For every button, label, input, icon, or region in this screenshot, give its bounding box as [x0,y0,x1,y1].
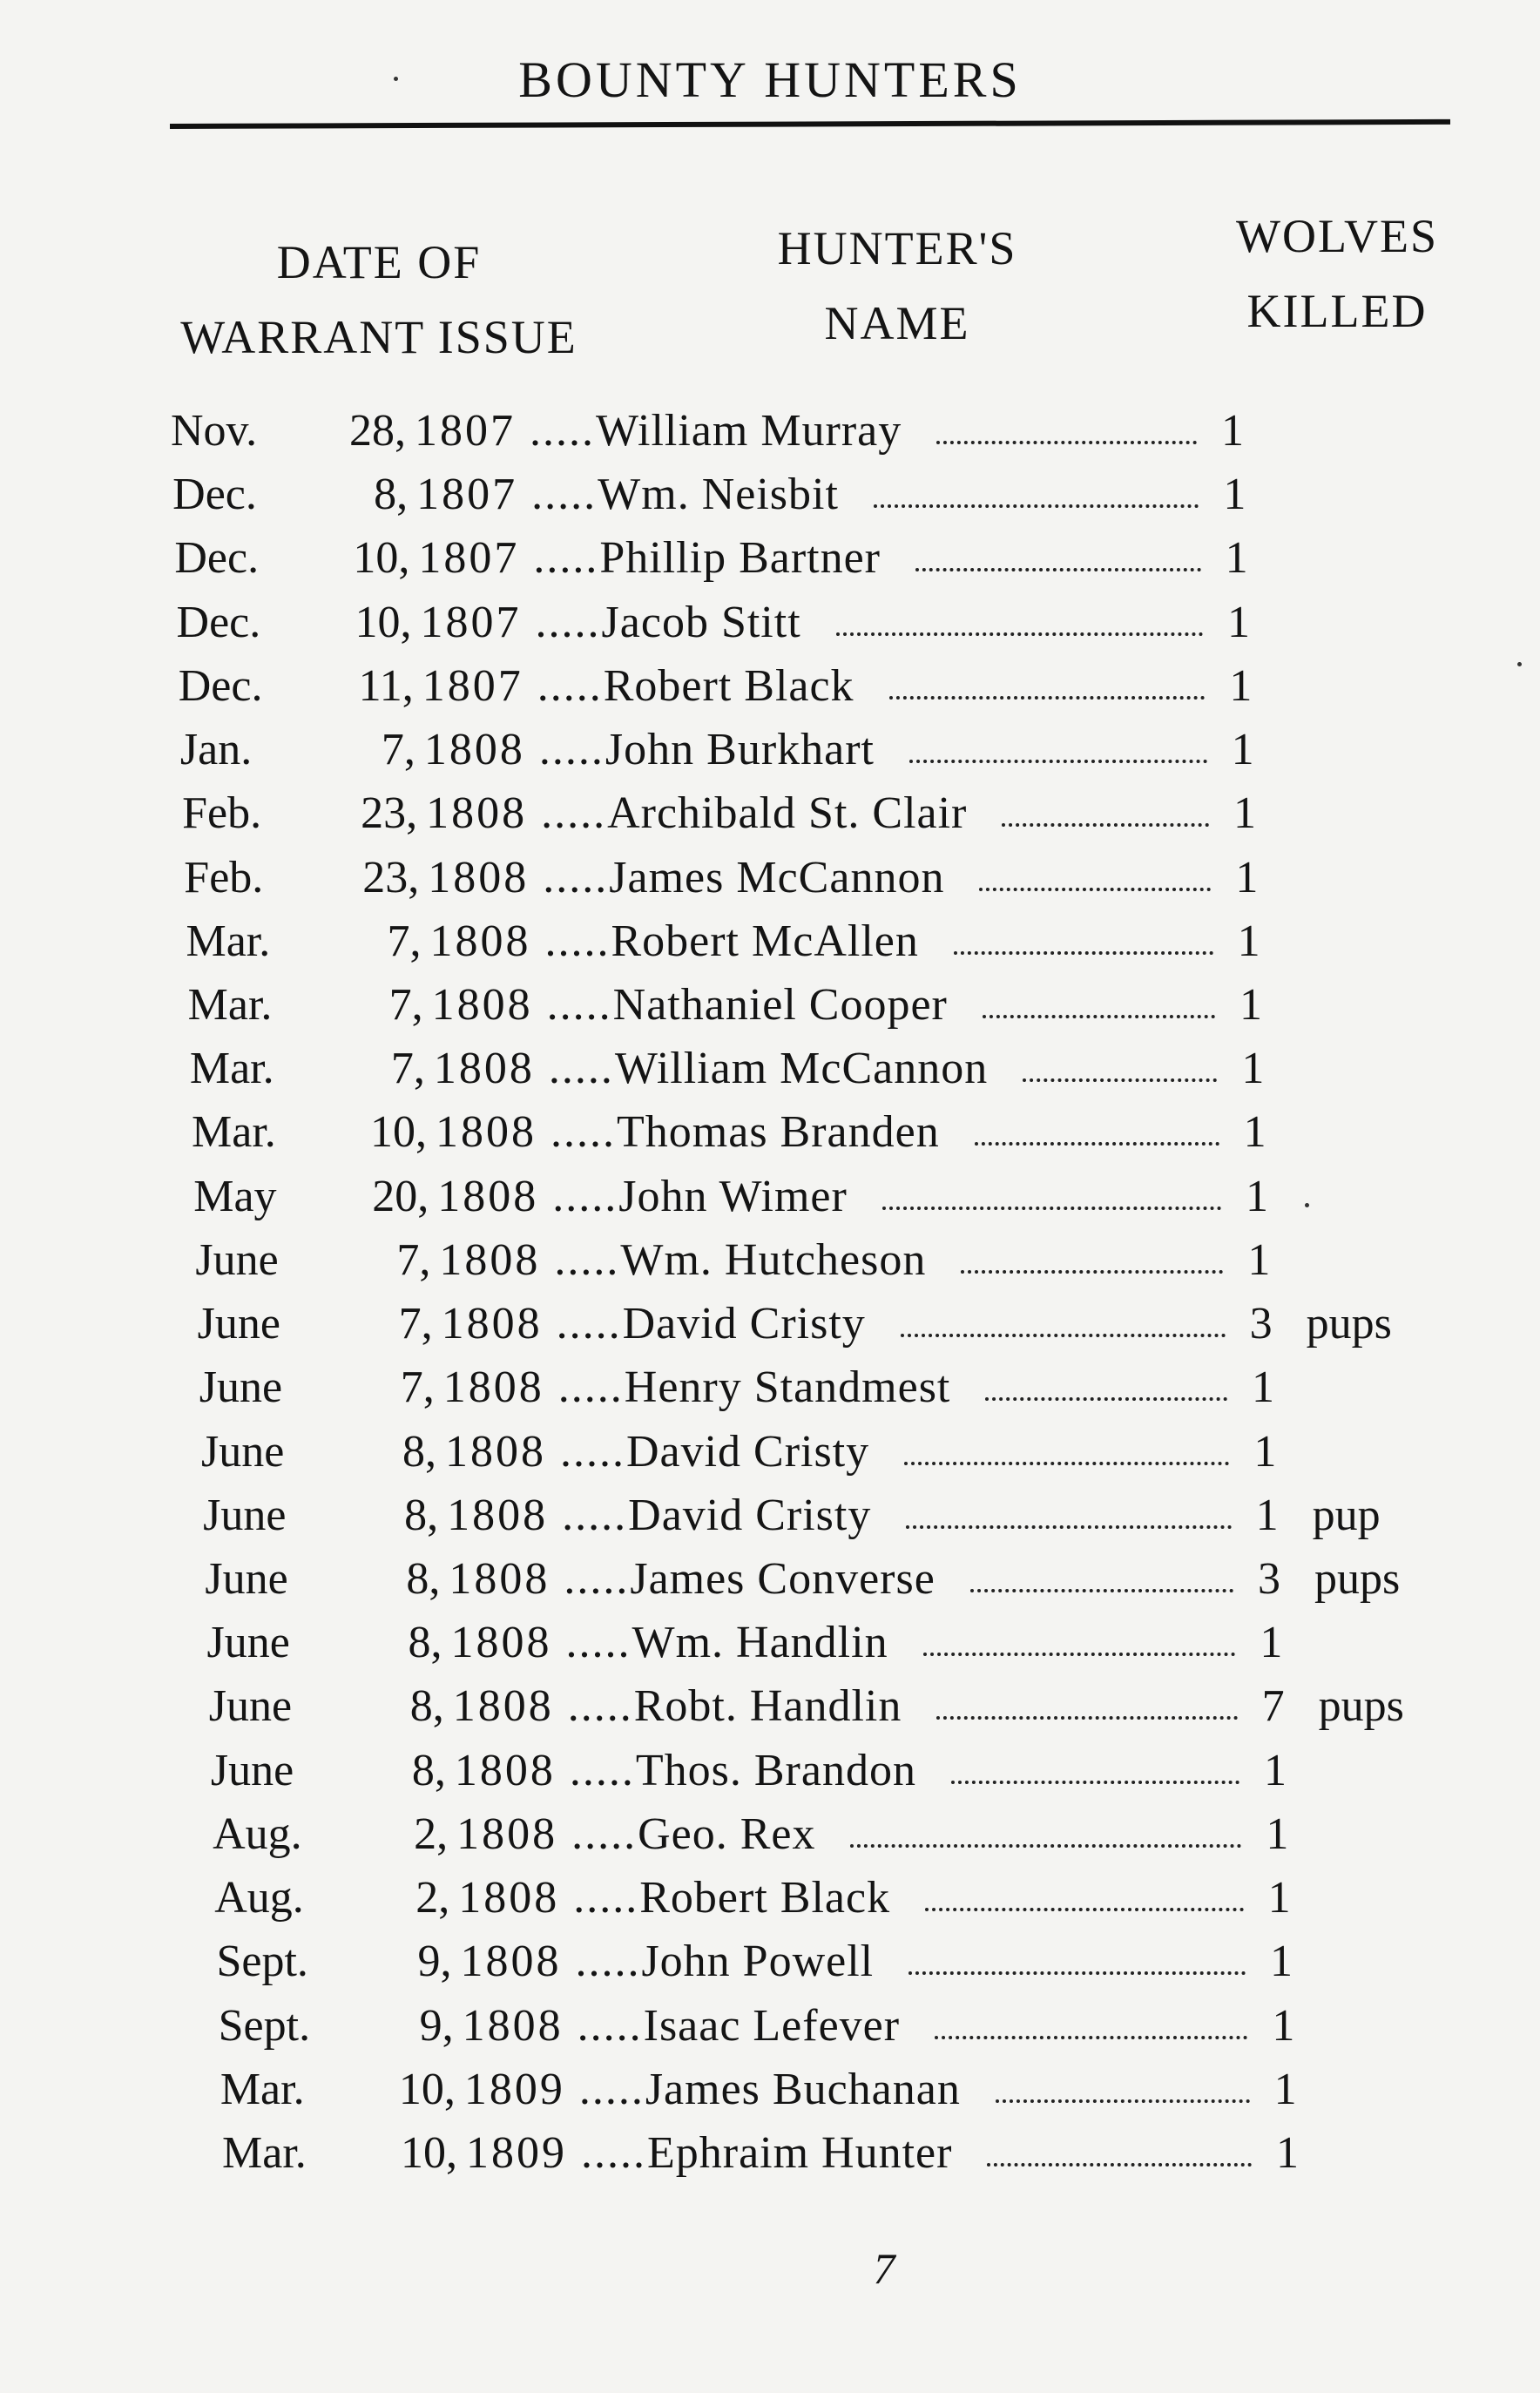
row-date-leader: ..... [575,1937,641,1987]
row-month: Mar. [189,1044,274,1094]
row-year: 1807 [422,660,523,711]
row-wolves-killed: 3 [1249,1299,1273,1349]
row-year: 1809 [466,2128,567,2178]
row-date-leader: ..... [543,852,609,902]
row-dot-leader [936,1716,1237,1720]
row-dot-leader [915,568,1201,571]
row-year: 1809 [463,2064,565,2114]
row-day: 10, [401,2128,457,2178]
table-row [222,2123,1523,2184]
row-month: Dec. [172,470,257,520]
row-month: Dec. [176,597,261,647]
row-dot-leader [996,2099,1250,2103]
row-month: Mar. [220,2064,305,2114]
row-dot-leader [923,1653,1236,1656]
row-year: 1808 [454,1745,556,1795]
row-hunter-name: David Cristy [625,1426,870,1477]
table-row [220,2059,1523,2120]
row-hunter-name: Wm. Handlin [632,1618,888,1668]
row-month: Feb. [184,852,264,902]
row-day: 9, [419,2000,454,2051]
row-wolves-killed: 3 [1257,1554,1280,1604]
row-dot-leader [935,2036,1247,2039]
row-wolves-killed: 1 [1245,1171,1268,1221]
row-date-leader: ..... [550,1107,617,1158]
table-row [172,464,1523,525]
row-year: 1808 [452,1681,554,1732]
row-month: June [195,1234,279,1285]
row-year: 1808 [444,1426,546,1477]
row-month: Dec. [174,533,260,584]
table-row [214,1868,1523,1929]
row-date-leader: ..... [541,788,607,839]
table-row [211,1741,1523,1802]
row-year: 1807 [415,406,516,456]
print-speck [394,77,398,81]
row-day: 7, [388,980,423,1030]
table-row [201,1422,1523,1483]
column-header-count-line-1: WOLVES [1235,210,1438,262]
row-year: 1808 [436,1107,537,1158]
print-speck [1305,1203,1309,1207]
row-day: 9, [417,1937,452,1987]
row-date-leader: ..... [556,1299,622,1349]
table-row [193,1166,1523,1227]
row-month: June [203,1490,287,1540]
row-wolves-killed: 1 [1231,725,1254,775]
row-month: Feb. [182,788,262,839]
row-date-leader: ..... [548,1044,614,1094]
row-day: 28, [349,406,406,456]
row-hunter-name: Phillip Bartner [599,533,881,584]
row-dot-leader [836,632,1203,636]
row-day: 8, [408,1618,442,1668]
row-date-leader: ..... [546,980,612,1030]
row-year: 1807 [420,597,522,647]
table-row [216,1931,1523,1992]
row-date-leader: ..... [569,1745,635,1795]
row-dot-leader [1002,823,1209,827]
row-note: pups [1314,1554,1401,1604]
row-date-leader: ..... [554,1234,620,1285]
row-date-leader: ..... [571,1808,638,1859]
row-month: June [205,1554,288,1604]
row-hunter-name: James McCannon [609,852,945,902]
row-date-leader: ..... [559,1426,625,1477]
row-month: Mar. [192,1107,276,1158]
column-header-date-line-2: WARRANT ISSUE [180,311,578,363]
row-hunter-name: William Murray [596,406,902,456]
table-row [171,401,1523,462]
row-month: June [208,1681,293,1732]
print-speck [1517,662,1522,666]
row-dot-leader [925,1908,1244,1911]
row-dot-leader [970,1589,1233,1592]
row-date-leader: ..... [567,1681,633,1732]
row-month: May [193,1171,277,1221]
table-row [195,1230,1523,1291]
row-month: Sept. [218,2000,311,2051]
row-day: 7, [398,1299,433,1349]
row-year: 1808 [460,1937,562,1987]
row-year: 1808 [429,916,531,966]
row-wolves-killed: 1 [1267,1873,1291,1923]
row-hunter-name: James Converse [630,1554,935,1604]
row-year: 1808 [462,2000,564,2051]
row-year: 1808 [442,1362,544,1413]
row-day: 8, [374,470,409,520]
table-row [174,528,1523,589]
row-dot-leader [904,1462,1229,1465]
row-wolves-killed: 1 [1263,1745,1287,1795]
row-hunter-name: Robert Black [603,660,854,711]
row-hunter-name: Ephraim Hunter [647,2128,953,2178]
row-wolves-killed: 1 [1229,660,1253,711]
row-date-leader: ..... [537,660,603,711]
row-wolves-killed: 1 [1251,1362,1274,1413]
row-year: 1808 [450,1618,552,1668]
row-day: 23, [362,852,420,902]
row-note: pups [1318,1681,1404,1732]
row-wolves-killed: 1 [1273,2064,1297,2114]
table-row [219,1996,1523,2057]
row-month: Nov. [171,406,258,456]
page-number: 7 [873,2244,895,2293]
table-row [182,783,1523,844]
row-note: pup [1312,1490,1381,1540]
row-year: 1807 [418,533,520,584]
row-day: 11, [358,660,414,711]
row-hunter-name: Jacob Stitt [601,597,801,647]
row-date-leader: ..... [562,1490,628,1540]
row-year: 1808 [458,1873,560,1923]
row-dot-leader [951,1781,1239,1784]
row-date-leader: ..... [533,533,599,584]
row-wolves-killed: 1 [1247,1234,1271,1285]
row-hunter-name: William McCannon [614,1044,989,1094]
row-day: 10, [353,533,410,584]
row-date-leader: ..... [544,916,611,966]
row-dot-leader [985,1397,1227,1401]
row-day: 20, [372,1171,429,1221]
row-dot-leader [979,888,1211,891]
row-dot-leader [954,951,1213,955]
row-wolves-killed: 1 [1225,533,1248,584]
column-header-count-line-2: KILLED [1246,285,1428,337]
row-wolves-killed: 1 [1269,1937,1293,1987]
row-year: 1808 [449,1554,550,1604]
row-wolves-killed: 1 [1223,470,1246,520]
running-head: BOUNTY HUNTERS [518,51,1022,108]
row-month: June [197,1299,280,1349]
row-wolves-killed: 1 [1272,2000,1295,2051]
row-wolves-killed: 1 [1243,1107,1266,1158]
row-hunter-name: Wm. Neisbit [598,470,839,520]
row-day: 7, [396,1234,431,1285]
row-hunter-name: John Powell [641,1937,875,1987]
column-header-name-line-1: HUNTER'S [777,222,1017,274]
row-year: 1808 [433,1044,535,1094]
row-hunter-name: Geo. Rex [638,1808,816,1859]
row-hunter-name: Nathaniel Cooper [612,980,948,1030]
row-dot-leader [983,1015,1215,1018]
row-day: 7, [390,1044,425,1094]
row-hunter-name: Robert McAllen [611,916,919,966]
row-date-leader: ..... [577,2000,643,2051]
row-year: 1808 [423,725,525,775]
row-wolves-killed: 1 [1226,597,1250,647]
row-year: 1807 [416,470,518,520]
row-day: 2, [415,1873,450,1923]
row-hunter-name: Henry Standmest [624,1362,951,1413]
row-wolves-killed: 1 [1237,916,1260,966]
row-wolves-killed: 1 [1266,1808,1289,1859]
table-row [209,1676,1523,1737]
row-day: 10, [370,1107,428,1158]
row-dot-leader [889,696,1206,700]
row-month: Dec. [178,660,263,711]
row-month: June [210,1745,294,1795]
row-dot-leader [901,1334,1226,1337]
row-day: 10, [398,2064,456,2114]
row-dot-leader [874,504,1199,508]
table-row [186,911,1523,972]
row-year: 1808 [426,788,528,839]
row-year: 1808 [447,1490,549,1540]
row-year: 1808 [441,1299,543,1349]
row-month: Mar. [186,916,271,966]
row-year: 1808 [428,852,530,902]
row-month: Sept. [216,1937,308,1987]
row-wolves-killed: 1 [1260,1618,1283,1668]
row-hunter-name: James Buchanan [645,2064,961,2114]
row-date-leader: ..... [538,725,605,775]
row-dot-leader [850,1844,1241,1848]
row-wolves-killed: 1 [1221,406,1244,456]
row-dot-leader [1023,1078,1217,1082]
table-row [207,1612,1523,1673]
table-row [205,1549,1523,1610]
row-month: Mar. [187,980,273,1030]
row-dot-leader [882,1207,1221,1210]
row-wolves-killed: 1 [1241,1044,1265,1094]
column-header-name-line-2: NAME [824,297,970,349]
row-wolves-killed: 1 [1235,852,1259,902]
row-hunter-name: Robt. Handlin [633,1681,902,1732]
table-row [213,1804,1523,1865]
row-date-leader: ..... [530,406,595,456]
table-row [198,1294,1523,1355]
table-row [177,592,1523,653]
row-dot-leader [975,1142,1219,1146]
row-month: June [200,1426,285,1477]
row-wolves-killed: 1 [1255,1490,1279,1540]
row-day: 8, [404,1490,439,1540]
row-note: pups [1306,1299,1392,1349]
table-row [184,848,1523,909]
row-hunter-name: Archibald St. Clair [607,788,968,839]
table-row [199,1357,1523,1418]
row-day: 23, [361,788,418,839]
table-row [180,720,1523,781]
row-date-leader: ..... [573,1873,639,1923]
row-hunter-name: Thomas Branden [617,1107,940,1158]
row-date-leader: ..... [578,2064,645,2114]
row-day: 2, [414,1808,449,1859]
table-row [203,1485,1523,1546]
table-row [179,656,1523,717]
row-day: 7, [381,725,415,775]
row-year: 1808 [431,980,533,1030]
row-date-leader: ..... [531,470,598,520]
row-month: Jan. [179,725,253,775]
column-header-date-line-1: DATE OF [276,236,482,288]
row-month: Aug. [214,1873,304,1923]
row-hunter-name: David Cristy [628,1490,872,1540]
row-day: 8, [402,1426,436,1477]
row-day: 8, [406,1554,441,1604]
row-hunter-name: John Burkhart [605,725,875,775]
table-row [192,1102,1523,1163]
row-dot-leader [908,1971,1246,1975]
row-day: 10, [355,597,412,647]
row-day: 7, [400,1362,435,1413]
row-hunter-name: John Wimer [618,1171,848,1221]
row-dot-leader [961,1270,1223,1274]
row-month: Mar. [222,2128,307,2178]
row-day: 7, [387,916,422,966]
row-hunter-name: Isaac Lefever [643,2000,901,2051]
row-month: June [199,1362,283,1413]
row-day: 8, [411,1745,446,1795]
row-dot-leader [909,760,1207,763]
row-day: 8, [409,1681,444,1732]
row-hunter-name: David Cristy [622,1299,866,1349]
row-hunter-name: Robert Black [639,1873,891,1923]
row-wolves-killed: 1 [1233,788,1256,839]
row-wolves-killed: 7 [1261,1681,1285,1732]
row-date-leader: ..... [552,1171,618,1221]
table-row [188,975,1523,1036]
row-month: June [206,1618,290,1668]
row-wolves-killed: 1 [1253,1426,1277,1477]
row-dot-leader [936,441,1197,444]
row-date-leader: ..... [535,597,601,647]
row-date-leader: ..... [564,1554,630,1604]
row-year: 1808 [437,1171,539,1221]
row-hunter-name: Thos. Brandon [635,1745,916,1795]
row-month: Aug. [213,1808,302,1859]
row-year: 1808 [456,1808,558,1859]
row-dot-leader [987,2163,1252,2167]
row-date-leader: ..... [557,1362,624,1413]
row-wolves-killed: 1 [1239,980,1262,1030]
row-dot-leader [906,1525,1231,1529]
row-date-leader: ..... [565,1618,632,1668]
row-hunter-name: Wm. Hutcheson [620,1234,927,1285]
row-wolves-killed: 1 [1276,2128,1299,2178]
row-year: 1808 [439,1234,541,1285]
table-row [190,1038,1523,1099]
row-date-leader: ..... [581,2128,646,2178]
